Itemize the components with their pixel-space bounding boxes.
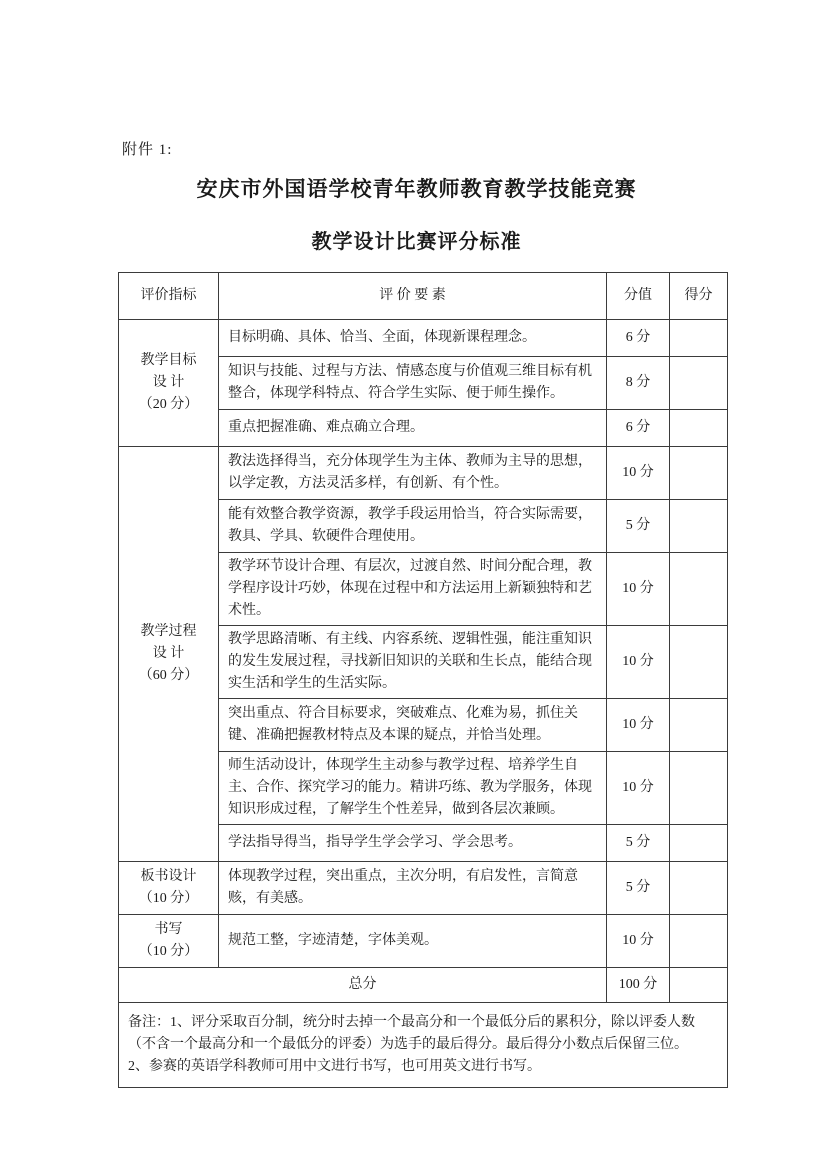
total-row [119,968,728,1003]
header-score-value: 分值 [607,273,670,320]
criterion-text: 教学思路清晰、有主线、内容系统、逻辑性强，能注重知识的发生发展过程，寻找新旧知识的关联和生长点，能结合现实生活和学生的生活实际。 [219,626,607,699]
criterion-text: 规范工整，字迹清楚，字体美观。 [219,915,607,968]
header-elements: 评 价 要 素 [219,273,607,320]
notes-row [119,1003,728,1088]
obtained-score-cell [670,752,728,825]
total-label: 总分 [119,968,607,1003]
group-name-line: （10 分） [138,944,199,959]
criterion-text: 知识与技能、过程与方法、情感态度与价值观三维目标有机整合，体现学科特点、符合学生实际、便于师生操作。 [219,357,607,410]
obtained-score-cell [670,357,728,410]
obtained-score-cell [670,825,728,862]
attachment-label: 附件 1: [122,142,173,158]
header-indicator: 评价指标 [119,273,219,320]
total-score-value: 100 分 [607,968,670,1003]
score-value: 10 分 [607,553,670,626]
criterion-text: 师生活动设计，体现学生主动参与教学过程、培养学生自主、合作、探究学习的能力。精讲巧练、教为学服务，体现知识形成过程，了解学生个性差异，做到各层次兼顾。 [219,752,607,825]
group-cell-teaching-goals [119,320,219,447]
table-row [119,915,728,968]
table-row [119,447,728,500]
criterion-text: 教法选择得当，充分体现学生为主体、教师为主导的思想，以学定教，方法灵活多样，有创新、有个性。 [219,447,607,500]
score-value: 6 分 [607,410,670,447]
criterion-text: 体现教学过程，突出重点，主次分明，有启发性，言简意赅，有美感。 [219,862,607,915]
obtained-score-cell [670,915,728,968]
scoring-table [118,272,728,1088]
group-name-line: 书写 [154,922,183,937]
note-text-1: 备注：1、评分采取百分制，统分时去掉一个最高分和一个最低分后的累积分，除以评委人数（不含一个最高分和一个最低分的评委）为选手的最后得分。最后得分小数点后保留三位。 [128,1015,695,1052]
group-cell-teaching-process [119,447,219,862]
group-name-line: 教学过程 [140,624,197,639]
obtained-score-cell [670,410,728,447]
score-value: 6 分 [607,320,670,357]
table-row [119,320,728,357]
criterion-text: 重点把握准确、难点确立合理。 [219,410,607,447]
score-value: 5 分 [607,862,670,915]
group-cell-handwriting [119,915,219,968]
header-score-obtained: 得分 [670,273,728,320]
group-cell-blackboard-design [119,862,219,915]
obtained-score-cell [670,699,728,752]
group-name-line: （10 分） [138,891,199,906]
criterion-text: 突出重点、符合目标要求，突破难点、化难为易，抓住关键、准确把握教材特点及本课的疑点，并恰当处理。 [219,699,607,752]
table-row [119,862,728,915]
table-header-row [119,273,728,320]
total-obtained-cell [670,968,728,1003]
document-title: 安庆市外国语学校青年教师教育教学技能竞赛 [196,178,637,201]
score-value: 5 分 [607,825,670,862]
score-value: 5 分 [607,500,670,553]
group-name-line: （20 分） [138,397,199,412]
group-name-line: 板书设计 [140,869,197,884]
obtained-score-cell [670,447,728,500]
heading-area [112,173,721,254]
group-name-line: 教学目标 [140,353,197,368]
obtained-score-cell [670,500,728,553]
obtained-score-cell [670,862,728,915]
criterion-text: 目标明确、具体、恰当、全面，体现新课程理念。 [219,320,607,357]
obtained-score-cell [670,553,728,626]
document-subtitle: 教学设计比赛评分标准 [311,231,522,253]
criterion-text: 能有效整合教学资源，教学手段运用恰当，符合实际需要，教具、学具、软硬件合理使用。 [219,500,607,553]
score-value: 8 分 [607,357,670,410]
note-text-2: 2、参赛的英语学科教师可用中文进行书写，也可用英文进行书写。 [128,1059,541,1074]
group-name-line: （60 分） [138,668,199,683]
score-value: 10 分 [607,447,670,500]
obtained-score-cell [670,320,728,357]
score-value: 10 分 [607,915,670,968]
score-value: 10 分 [607,699,670,752]
score-value: 10 分 [607,752,670,825]
obtained-score-cell [670,626,728,699]
criterion-text: 教学环节设计合理、有层次，过渡自然、时间分配合理，教学程序设计巧妙，体现在过程中和方法运用上新颖独特和艺术性。 [219,553,607,626]
notes-cell [119,1003,728,1088]
group-name-line: 设 计 [152,646,185,661]
score-value: 10 分 [607,626,670,699]
group-name-line: 设 计 [152,375,185,390]
criterion-text: 学法指导得当，指导学生学会学习、学会思考。 [219,825,607,862]
